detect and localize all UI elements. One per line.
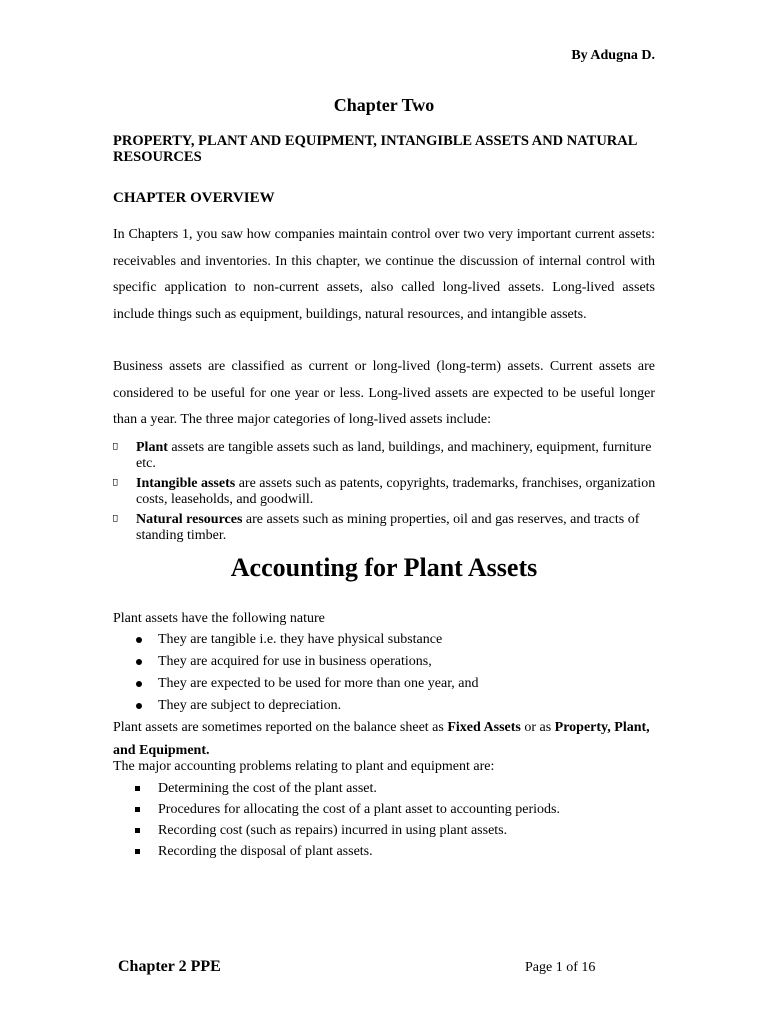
overview-paragraph-1: In Chapters 1, you saw how companies maintain control over two very important current assets: receivables and inventories. In this chapter, we continue the discussion of internal control with specific application to non-current assets, also called long-lived assets. Long-lived assets include things such as equipment, buildings, natural resources, and intangible assets. — [113, 227, 655, 322]
list-item-text: They are expected to be used for more than one year, and — [158, 676, 479, 691]
bullet-dot-icon — [136, 681, 142, 687]
overview-paragraph-2: Business assets are classified as current or long-lived (long-term) assets. Current assets are considered to be useful for one year or less. Long-lived assets are expected to be useful longer than a year. The three major categories of long-lived assets include: — [113, 359, 655, 427]
list-item-text: They are acquired for use in business operations, — [158, 654, 432, 669]
list-item — [113, 440, 658, 472]
bullet-dot-icon — [136, 637, 142, 643]
category-text: are assets such as patents, copyrights, trademarks, franchises, organization costs, leaseholds, and goodwill. — [136, 476, 656, 507]
problems-intro: The major accounting problems relating to plant and equipment are: — [113, 759, 495, 774]
missing-glyph-bullet-icon — [113, 443, 117, 450]
square-bullet-icon — [135, 828, 140, 833]
list-item-text: Determining the cost of the plant asset. — [158, 781, 377, 796]
list-item — [113, 674, 658, 696]
list-item-text: They are tangible i.e. they have physical substance — [158, 632, 443, 647]
paragraph-text: Plant assets are sometimes reported on the balance sheet as — [113, 720, 448, 735]
author-credit: By Adugna D. — [571, 48, 655, 63]
chapter-title: Chapter Two — [333, 95, 435, 115]
list-item — [113, 696, 658, 718]
section-title: Accounting for Plant Assets — [230, 553, 538, 582]
missing-glyph-bullet-icon — [113, 515, 117, 522]
list-item — [113, 476, 658, 508]
paragraph-text: or as — [520, 720, 555, 735]
overview-heading: CHAPTER OVERVIEW — [113, 190, 275, 206]
list-item-text: They are subject to depreciation. — [158, 698, 342, 713]
list-item — [113, 842, 658, 863]
term-fixed-assets: Fixed Assets — [447, 720, 521, 735]
list-item-text: Recording cost (such as repairs) incurred in using plant assets. — [158, 823, 508, 838]
list-item — [113, 652, 658, 674]
list-item — [113, 821, 658, 842]
bullet-dot-icon — [136, 659, 142, 665]
list-item — [113, 630, 658, 652]
category-term: Plant — [136, 440, 168, 455]
footer-chapter-label: Chapter 2 PPE — [118, 958, 221, 975]
category-text: assets are tangible assets such as land, buildings, and machinery, equipment, furniture etc. — [136, 440, 652, 471]
term-ppe: Property, Plant, and Equipment. — [113, 720, 650, 758]
category-term: Intangible assets — [136, 476, 236, 491]
bullet-dot-icon — [136, 703, 142, 709]
asset-category-list — [113, 440, 658, 548]
list-item — [113, 512, 658, 544]
category-term: Natural resources — [136, 512, 243, 527]
main-heading: PROPERTY, PLANT AND EQUIPMENT, INTANGIBLE ASSETS AND NATURAL RESOURCES — [113, 133, 637, 165]
list-item-text: Procedures for allocating the cost of a plant asset to accounting periods. — [158, 802, 560, 817]
square-bullet-icon — [135, 786, 140, 791]
square-bullet-icon — [135, 807, 140, 812]
list-item — [113, 800, 658, 821]
square-bullet-icon — [135, 849, 140, 854]
problems-list — [113, 779, 658, 863]
list-item-text: Recording the disposal of plant assets. — [158, 844, 373, 859]
missing-glyph-bullet-icon — [113, 479, 117, 486]
fixed-assets-paragraph — [113, 716, 658, 762]
nature-list — [113, 630, 658, 718]
list-item — [113, 779, 658, 800]
category-text: are assets such as mining properties, oil and gas reserves, and tracts of standing timber. — [136, 512, 640, 543]
nature-intro: Plant assets have the following nature — [113, 611, 325, 626]
footer-page-number: Page 1 of 16 — [525, 960, 596, 975]
